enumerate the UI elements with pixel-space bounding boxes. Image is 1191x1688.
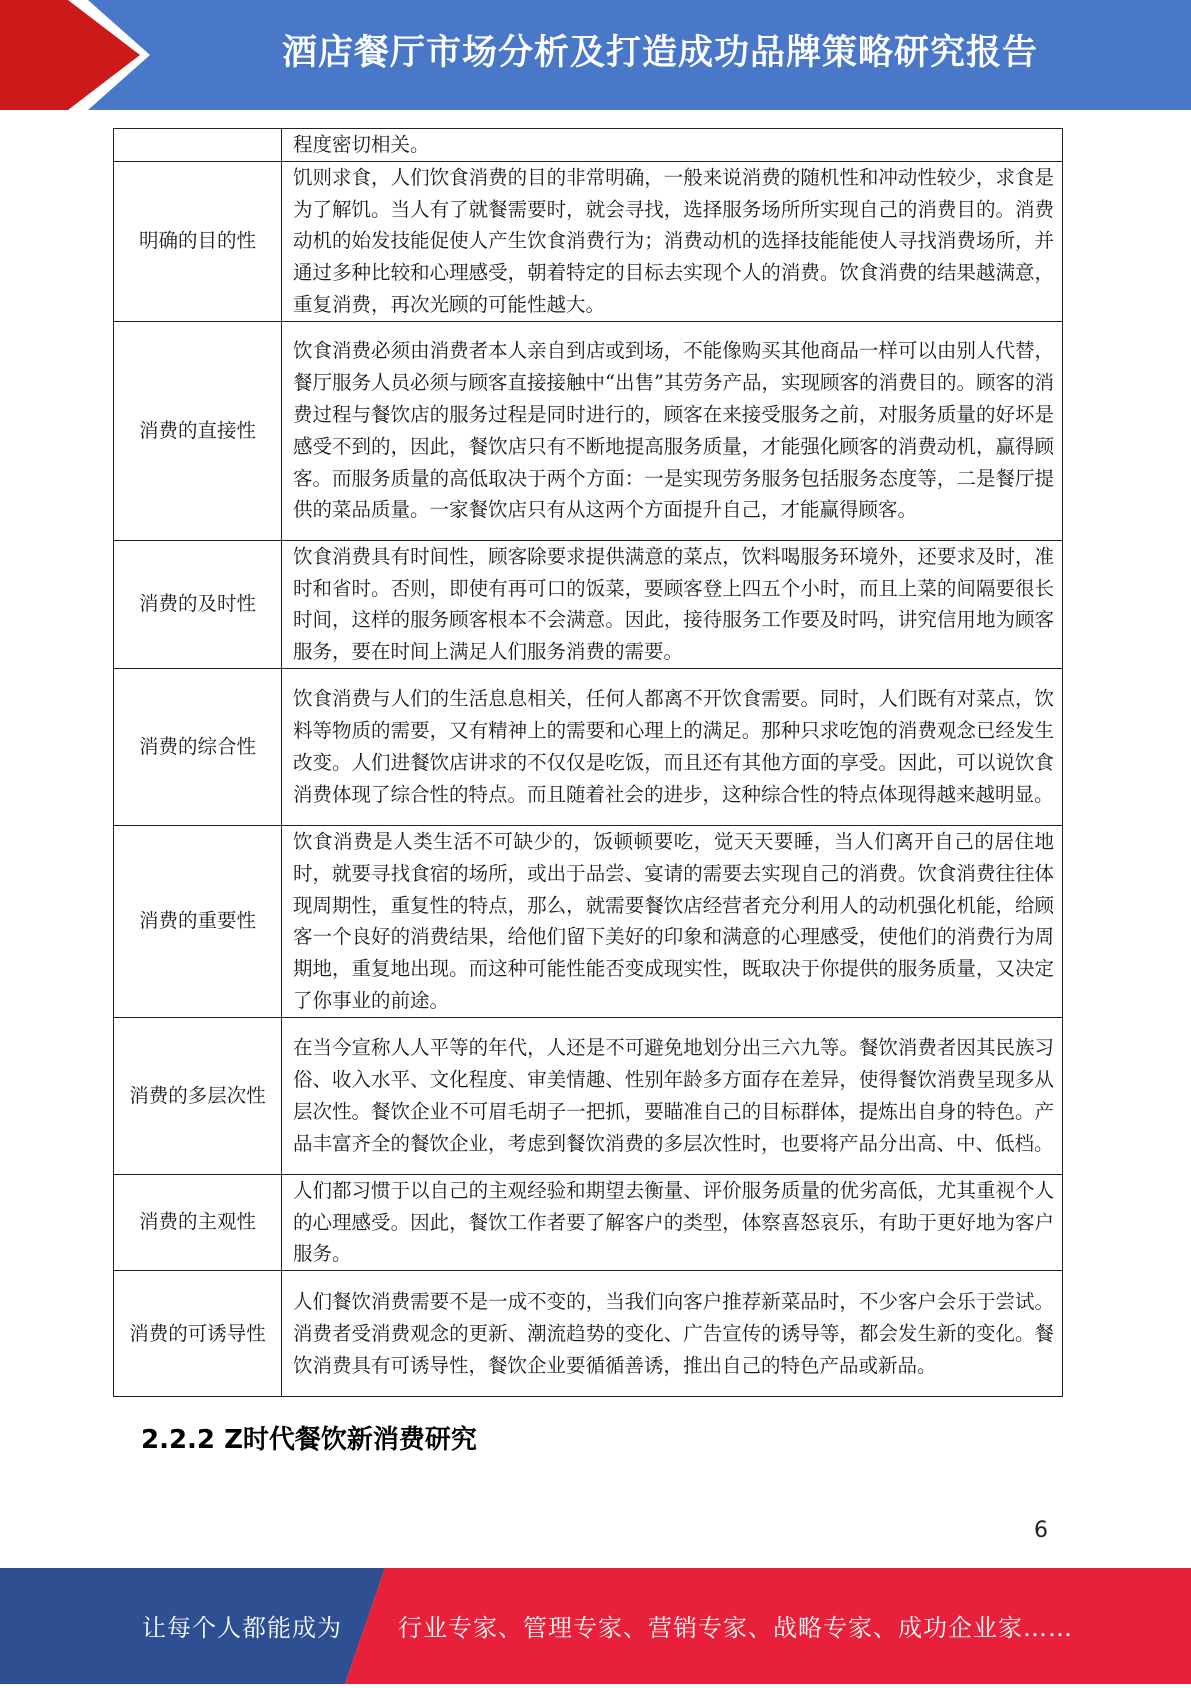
page-footer [0,1568,1191,1684]
row-label: 消费的主观性 [114,1174,282,1270]
row-label: 消费的可诱导性 [114,1271,282,1397]
row-label [114,129,282,162]
table-row [114,668,1063,825]
row-label: 消费的多层次性 [114,1017,282,1174]
row-description: 饮食消费与人们的生活息息相关，任何人都离不开饮食需要。同时，人们既有对菜点，饮料等物质的需要，又有精神上的需要和心理上的满足。那种只求吃饱的消费观念已经发生改变。人们进餐饮店讲求的不仅仅是吃饭，而且还有其他方面的享受。因此，可以说饮食消费体现了综合性的特点。而且随着社会的进步，这种综合性的特点体现得越来越明显。 [282,668,1063,825]
table-row [114,161,1063,321]
row-label: 明确的目的性 [114,161,282,321]
row-description: 饮食消费必须由消费者本人亲自到店或到场，不能像购买其他商品一样可以由别人代替，餐厅服务人员必须与顾客直接接触中“出售”其劳务产品，实现顾客的消费目的。顾客的消费过程与餐饮店的服务过程是同时进行的，顾客在来接受服务之前，对服务质量的好坏是感受不到的，因此，餐饮店只有不断地提高服务质量，才能强化顾客的消费动机，赢得顾客。而服务质量的高低取决于两个方面：一是实现劳务服务包括服务态度等，二是餐厅提供的菜品质量。一家餐饮店只有从这两个方面提升自己，才能赢得顾客。 [282,321,1063,540]
row-description: 在当今宣称人人平等的年代，人还是不可避免地划分出三六九等。餐饮消费者因其民族习俗、收入水平、文化程度、审美情趣、性别年龄多方面存在差异，使得餐饮消费呈现多从层次性。餐饮企业不可眉毛胡子一把抓，要瞄准自己的目标群体，提炼出自身的特色。产品丰富齐全的餐饮企业，考虑到餐饮消费的多层次性时，也要将产品分出高、中、低档。 [282,1017,1063,1174]
table-row [114,1174,1063,1270]
row-description: 人们餐饮消费需要不是一成不变的，当我们向客户推荐新菜品时，不少客户会乐于尝试。消费者受消费观念的更新、潮流趋势的变化、广告宣传的诱导等，都会发生新的变化。餐饮消费具有可诱导性，餐饮企业要循循善诱，推出自己的特色产品或新品。 [282,1271,1063,1397]
page-header [0,0,1191,110]
table-row [114,321,1063,540]
table-row [114,1017,1063,1174]
row-description: 人们都习惯于以自己的主观经验和期望去衡量、评价服务质量的优劣高低，尤其重视个人的心理感受。因此，餐饮工作者要了解客户的类型，体察喜怒哀乐，有助于更好地为客户服务。 [282,1174,1063,1270]
consumption-characteristics-table [113,128,1063,1397]
table-row [114,129,1063,162]
footer-slogan-left: 让每个人都能成为 [142,1614,342,1642]
table-row [114,1271,1063,1397]
row-description: 饮食消费是人类生活不可缺少的，饭顿顿要吃，觉天天要睡，当人们离开自己的居住地时，就要寻找食宿的场所，或出于品尝、宴请的需要去实现自己的消费。饮食消费往往体现周期性，重复性的特点，那么，就需要餐饮店经营者充分利用人的动机强化机能，给顾客一个良好的消费结果，给他们留下美好的印象和满意的心理感受，使他们的消费行为周期地，重复地出现。而这种可能性能否变成现实性，既取决于你提供的服务质量，又决定了你事业的前途。 [282,825,1063,1017]
row-description: 程度密切相关。 [282,129,1063,162]
row-label: 消费的及时性 [114,540,282,668]
row-label: 消费的直接性 [114,321,282,540]
row-description: 饥则求食，人们饮食消费的目的非常明确，一般来说消费的随机性和冲动性较少，求食是为了解饥。当人有了就餐需要时，就会寻找，选择服务场所所实现自己的消费目的。消费动机的始发技能促使人产生饮食消费行为；消费动机的选择技能能使人寻找消费场所，并通过多种比较和心理感受，朝着特定的目标去实现个人的消费。饮食消费的结果越满意，重复消费，再次光顾的可能性越大。 [282,161,1063,321]
table-row [114,540,1063,668]
header-arrow-decoration [0,0,160,110]
footer-slogan-right: 行业专家、管理专家、营销专家、战略专家、成功企业家…… [398,1614,1073,1642]
table-row [114,825,1063,1017]
row-description: 饮食消费具有时间性，顾客除要求提供满意的菜点，饮料喝服务环境外，还要求及时，准时和省时。否则，即使有再可口的饭菜，要顾客登上四五个小时，而且上菜的间隔要很长时间，这样的服务顾客根本不会满意。因此，接待服务工作要及时吗，讲究信用地为顾客服务，要在时间上满足人们服务消费的需要。 [282,540,1063,668]
row-label: 消费的综合性 [114,668,282,825]
row-label: 消费的重要性 [114,825,282,1017]
header-title: 酒店餐厅市场分析及打造成功品牌策略研究报告 [281,33,1038,73]
page-number: 6 [1034,1518,1048,1543]
section-heading: 2.2.2 Z时代餐饮新消费研究 [141,1425,477,1455]
